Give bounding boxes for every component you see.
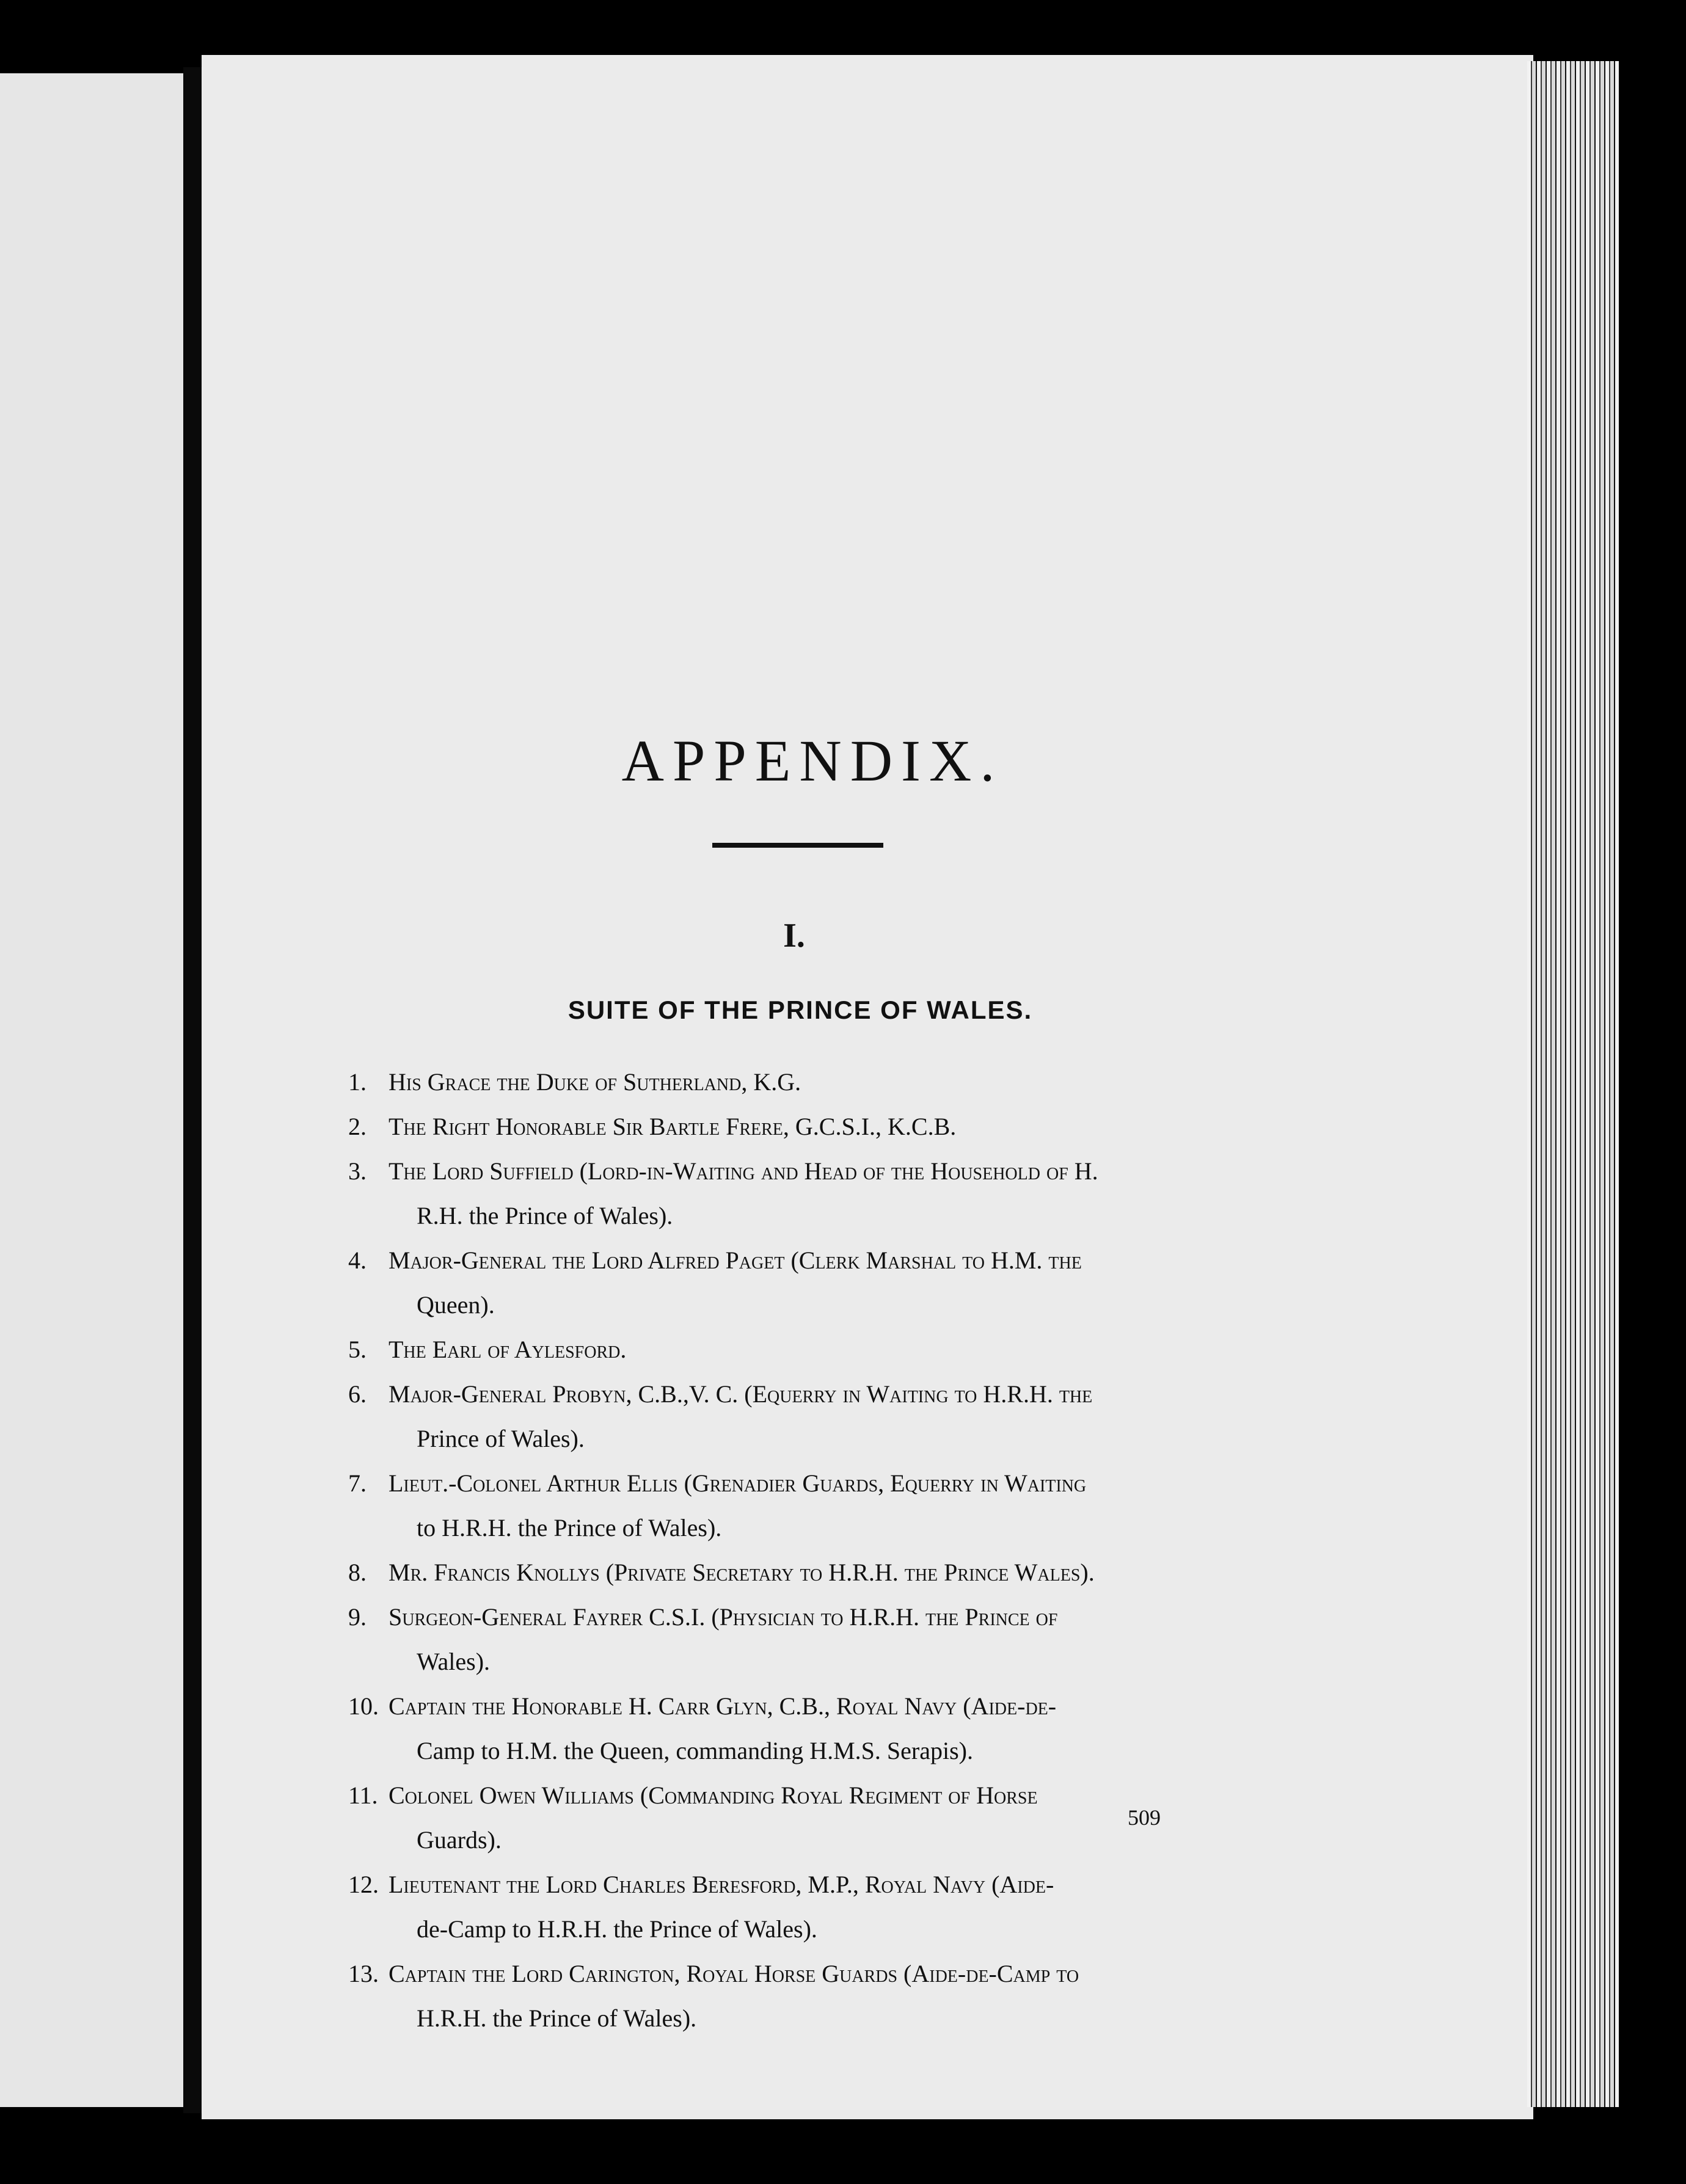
entry-text: Captain the Honorable H. Carr Glyn, C.B., Royal Navy (Aide-de- xyxy=(389,1692,1057,1720)
entry-text: Lieutenant the Lord Charles Beresford, M.P., Royal Navy (Aide- xyxy=(389,1871,1054,1898)
left-page-edge xyxy=(0,73,183,2107)
entry-number: 3. xyxy=(348,1157,367,1185)
book-gutter xyxy=(183,67,202,2113)
entry-text: The Lord Suffield (Lord-in-Waiting and Head of the Household of H. xyxy=(389,1157,1098,1185)
list-item xyxy=(348,1149,1289,1238)
entry-number: 12. xyxy=(348,1871,379,1898)
entry-continuation: Guards). xyxy=(417,1826,502,1854)
entry-number: 10. xyxy=(348,1692,379,1720)
list-item xyxy=(348,1684,1289,1773)
entry-text: Captain the Lord Carington, Royal Horse Guards (Aide-de-Camp to xyxy=(389,1960,1079,1987)
entry-text: Major-General Probyn, C.B.,V. C. (Equerry in Waiting to H.R.H. the xyxy=(389,1380,1093,1408)
list-item xyxy=(348,1550,1289,1595)
entry-continuation: Prince of Wales). xyxy=(417,1425,585,1452)
entry-continuation: H.R.H. the Prince of Wales). xyxy=(417,2004,697,2032)
page-title: APPENDIX. xyxy=(621,728,1004,793)
entry-text: Lieut.-Colonel Arthur Ellis (Grenadier Guards, Equerry in Waiting xyxy=(389,1469,1087,1497)
entry-continuation: de-Camp to H.R.H. the Prince of Wales). xyxy=(417,1915,817,1943)
list-item xyxy=(348,1372,1289,1461)
entry-number: 11. xyxy=(348,1782,378,1809)
entry-continuation: Camp to H.M. the Queen, commanding H.M.S. Serapis). xyxy=(417,1737,973,1764)
list-item xyxy=(348,1595,1289,1684)
entry-text: The Earl of Aylesford. xyxy=(389,1336,627,1363)
title-rule xyxy=(712,843,883,848)
entry-continuation: to H.R.H. the Prince of Wales). xyxy=(417,1514,722,1542)
entry-number: 1. xyxy=(348,1068,367,1096)
entry-number: 13. xyxy=(348,1960,379,1987)
entry-number: 9. xyxy=(348,1603,367,1631)
list-item xyxy=(348,1238,1289,1327)
entry-text: Surgeon-General Fayrer C.S.I. (Physician to H.R.H. the Prince of xyxy=(389,1603,1058,1631)
section-numeral: I. xyxy=(783,917,805,955)
entry-number: 6. xyxy=(348,1380,367,1408)
entry-continuation: Queen). xyxy=(417,1291,495,1319)
entry-text: Colonel Owen Williams (Commanding Royal Regiment of Horse xyxy=(389,1782,1038,1809)
list-item xyxy=(348,1461,1289,1550)
page-edges xyxy=(1527,61,1619,2107)
entry-continuation: Wales). xyxy=(417,1648,491,1675)
entry-number: 7. xyxy=(348,1469,367,1497)
entry-text: Mr. Francis Knollys (Private Secretary to H.R.H. the Prince Wales). xyxy=(389,1559,1095,1586)
entry-text: Major-General the Lord Alfred Paget (Clerk Marshal to H.M. the xyxy=(389,1247,1082,1274)
list-item xyxy=(348,1862,1289,1951)
entry-number: 5. xyxy=(348,1336,367,1363)
list-item xyxy=(348,1060,1289,1104)
entry-continuation: R.H. the Prince of Wales). xyxy=(417,1202,673,1229)
entry-text: His Grace the Duke of Sutherland, K.G. xyxy=(389,1068,801,1096)
entry-number: 2. xyxy=(348,1113,367,1140)
list-item xyxy=(348,1104,1289,1149)
entry-number: 4. xyxy=(348,1247,367,1274)
list-item xyxy=(348,1951,1289,2040)
page-number: 509 xyxy=(1128,1805,1161,1830)
section-heading: SUITE OF THE PRINCE OF WALES. xyxy=(567,996,1033,1024)
list-item xyxy=(348,1327,1289,1372)
entry-number: 8. xyxy=(348,1559,367,1586)
suite-list xyxy=(348,1060,1289,2040)
entry-text: The Right Honorable Sir Bartle Frere, G.C.S.I., K.C.B. xyxy=(389,1113,957,1140)
